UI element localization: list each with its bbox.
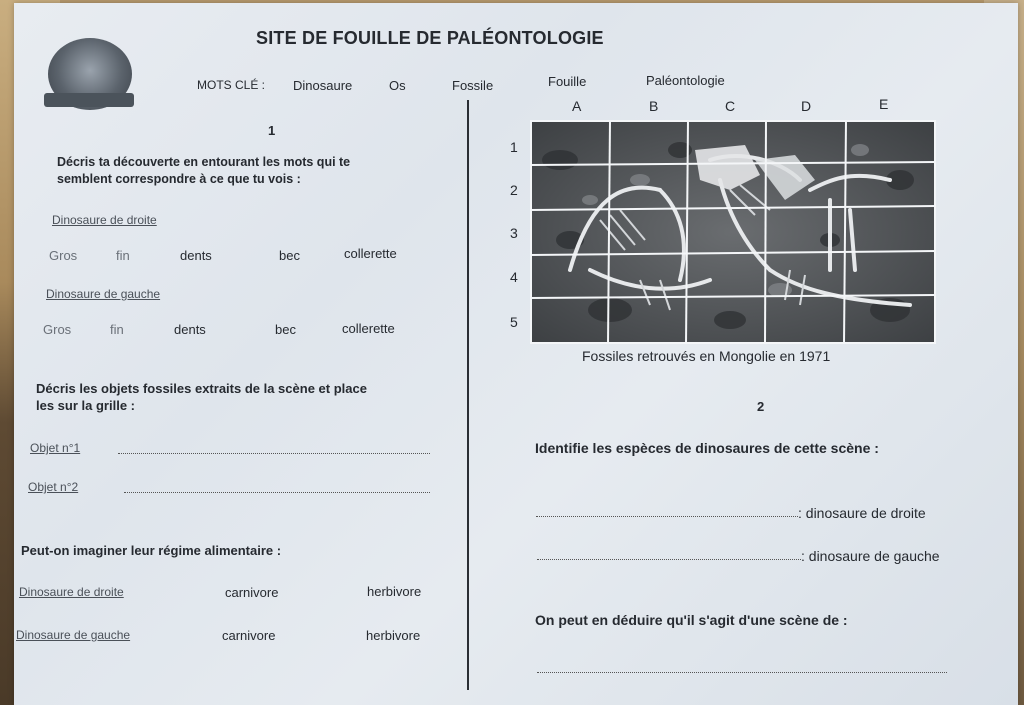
diet-left-carnivore[interactable]: carnivore — [222, 628, 276, 643]
grid-row-4: 4 — [510, 269, 518, 285]
option-fin-right[interactable]: fin — [116, 248, 130, 263]
option-dents-right[interactable]: dents — [180, 248, 212, 263]
question-objects: Décris les objets fossiles extraits de la scène et place les sur la grille : — [36, 381, 367, 413]
keyword-dinosaure: Dinosaure — [293, 78, 353, 93]
species-left-label: : dinosaure de gauche — [801, 548, 940, 564]
question-species: Identifie les espèces de dinosaures de cette scène : — [535, 440, 879, 456]
keyword-paleontologie: Paléontologie — [646, 73, 725, 88]
option-bec-right[interactable]: bec — [279, 248, 300, 263]
object-1-answer-line[interactable] — [118, 453, 430, 454]
object-2-answer-line[interactable] — [124, 492, 430, 493]
object-2-label: Objet n°2 — [28, 480, 79, 494]
grid-row-1: 1 — [510, 139, 518, 155]
option-gros-right[interactable]: Gros — [49, 248, 78, 263]
question-describe: Décris ta découverte en entourant les mots qui te semblent correspondre à ce que tu vois : — [57, 155, 351, 186]
left-dinosaur-label: Dinosaure de gauche — [46, 287, 161, 301]
diet-right-dinosaur-label: Dinosaure de droite — [19, 585, 124, 599]
diet-left-herbivore[interactable]: herbivore — [366, 628, 421, 643]
grid-column-d: D — [801, 98, 812, 114]
column-divider — [467, 100, 469, 690]
option-collerette-left[interactable]: collerette — [342, 321, 395, 336]
grid-column-a: A — [572, 98, 582, 114]
grid-column-c: C — [725, 98, 736, 114]
right-dinosaur-label: Dinosaure de droite — [52, 213, 157, 227]
species-right-answer-line[interactable] — [536, 516, 798, 517]
section-2-number: 2 — [757, 399, 765, 414]
object-1-label: Objet n°1 — [30, 441, 81, 455]
question-diet: Peut-on imaginer leur régime alimentaire : — [21, 543, 282, 558]
grid-column-e: E — [879, 96, 889, 112]
keyword-fouille: Fouille — [548, 74, 587, 89]
diet-right-carnivore[interactable]: carnivore — [225, 585, 279, 600]
option-bec-left[interactable]: bec — [275, 322, 296, 337]
grid-row-2: 2 — [510, 182, 518, 198]
keyword-os: Os — [389, 78, 406, 93]
species-right-label: : dinosaure de droite — [798, 505, 926, 521]
fossil-photo-grid — [530, 120, 936, 344]
photo-caption: Fossiles retrouvés en Mongolie en 1971 — [582, 348, 831, 364]
diet-right-herbivore[interactable]: herbivore — [367, 584, 422, 599]
grid-row-3: 3 — [510, 225, 518, 241]
diet-left-dinosaur-label: Dinosaure de gauche — [16, 628, 131, 642]
question-scene: On peut en déduire qu'il s'agit d'une scène de : — [535, 612, 848, 628]
worksheet — [14, 3, 1018, 705]
logo-band — [44, 93, 134, 107]
option-collerette-right[interactable]: collerette — [344, 246, 397, 261]
species-left-answer-line[interactable] — [537, 559, 801, 560]
fossil-photo — [530, 120, 936, 344]
option-dents-left[interactable]: dents — [174, 322, 206, 337]
keywords-label: MOTS CLÉ : — [197, 78, 266, 92]
option-gros-left[interactable]: Gros — [43, 322, 72, 337]
option-fin-left[interactable]: fin — [110, 322, 124, 337]
page-title: SITE DE FOUILLE DE PALÉONTOLOGIE — [256, 28, 604, 48]
keyword-fossile: Fossile — [452, 78, 494, 93]
section-1-number: 1 — [268, 123, 276, 138]
grid-column-b: B — [649, 98, 659, 114]
scene-answer-line[interactable] — [537, 672, 947, 673]
grid-row-5: 5 — [510, 314, 518, 330]
